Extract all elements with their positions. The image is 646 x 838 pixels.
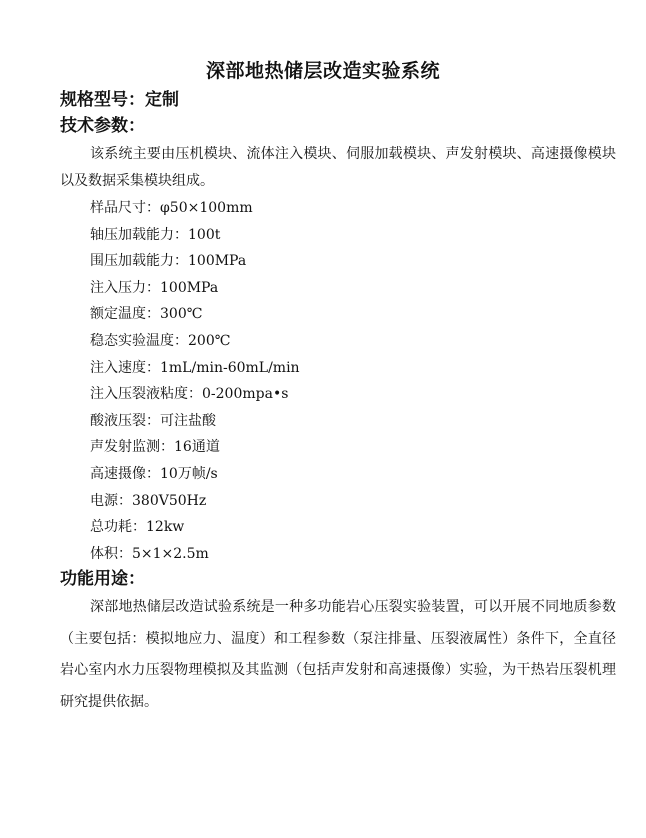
purpose-paragraph: 深部地热储层改造试验系统是一种多功能岩心压裂实验装置，可以开展不同地质参数（主要包括：模拟地应力、温度）和工程参数（泵注排量、压裂液属性）条件下，全直径岩心室内水力压裂物理模拟及其监测（包括声发射和高速摄像）实验，为干热岩压裂机理研究提供依据。 — [60, 599, 616, 710]
purpose-heading: 功能用途： — [60, 569, 145, 589]
spec-item: 注入压力：100MPa — [90, 279, 219, 296]
spec-item: 体积：5×1×2.5m — [90, 545, 209, 562]
tech-params-heading: 技术参数： — [60, 116, 145, 136]
spec-item: 声发射监测：16通道 — [90, 439, 220, 456]
spec-item: 轴压加载能力：100t — [90, 226, 221, 243]
spec-item: 围压加载能力：100MPa — [90, 253, 247, 270]
spec-list — [90, 195, 300, 567]
document-title: 深部地热储层改造实验系统 — [205, 60, 440, 82]
spec-item: 酸液压裂：可注盐酸 — [90, 412, 216, 429]
system-intro-paragraph: 该系统主要由压机模块、流体注入模块、伺服加载模块、声发射模块、高速摄像模块以及数据采集模块组成。 — [60, 146, 616, 189]
model-line: 规格型号：定制 — [60, 90, 179, 110]
spec-item: 稳态实验温度：200℃ — [90, 332, 231, 349]
spec-item: 注入速度：1mL/min-60mL/min — [90, 359, 300, 376]
spec-item: 额定温度：300℃ — [90, 306, 203, 323]
spec-item: 样品尺寸：φ50×100mm — [90, 200, 253, 216]
spec-item: 电源：380V50Hz — [90, 492, 207, 509]
spec-item: 注入压裂液粘度：0-200mpa•s — [90, 386, 289, 403]
spec-item: 总功耗：12kw — [90, 519, 185, 536]
spec-item: 高速摄像：10万帧/s — [90, 465, 218, 482]
